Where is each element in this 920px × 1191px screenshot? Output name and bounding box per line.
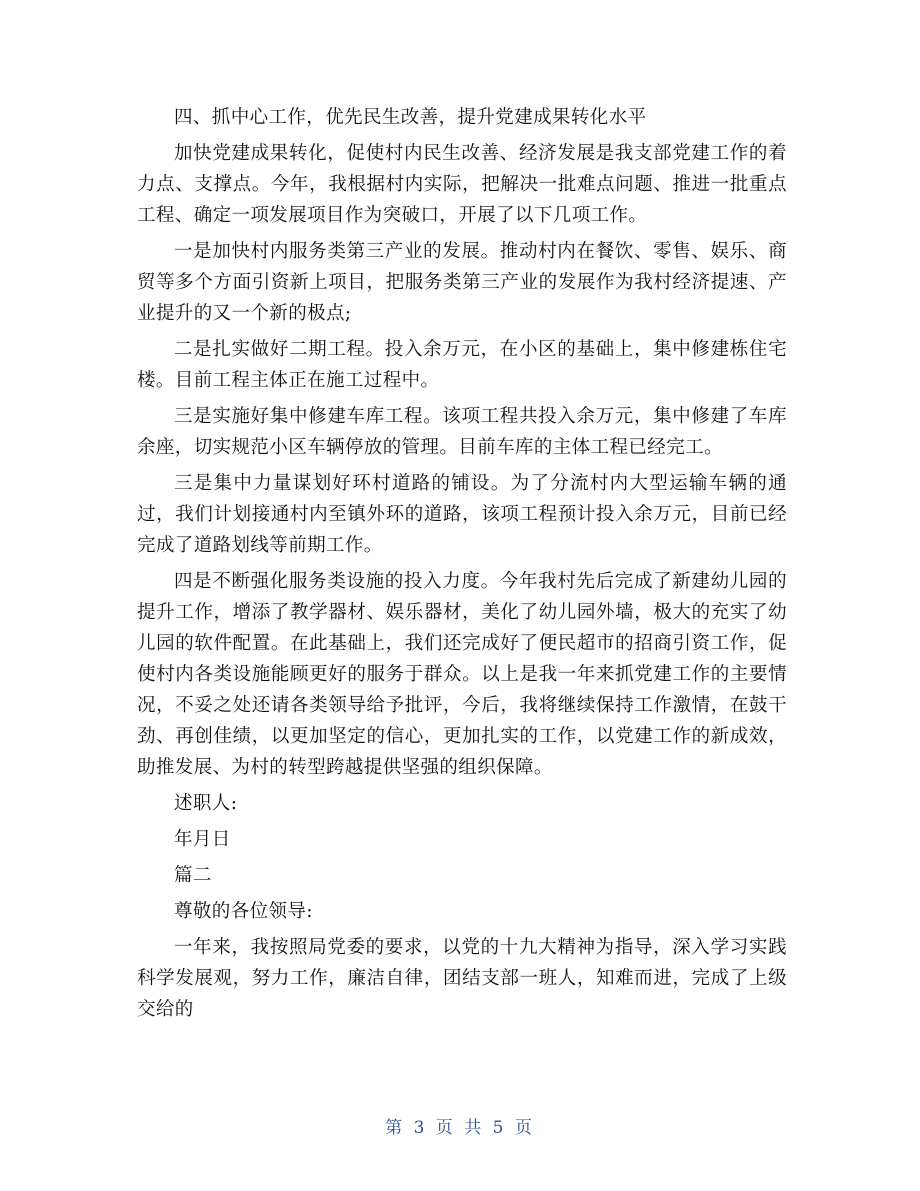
- paragraph: 一是加快村内服务类第三产业的发展。推动村内在餐饮、零售、娱乐、商贸等多个方面引资新上项目，把服务类第三产业的发展作为我村经济提速、产业提升的又一个新的极点;: [137, 241, 787, 324]
- paragraph: 四是不断强化服务类设施的投入力度。今年我村先后完成了新建幼儿园的提升工作，增添了教学器材、娱乐器材，美化了幼儿园外墙，极大的充实了幼儿园的软件配置。在此基础上，我们还完成好了便民超市的招商引资工作，促使村内各类设施能顾更好的服务于群众。以上是我一年来抓党建工作的主要情况，不妥之处还请各类领导给予批评，今后，我将继续保持工作激情，在鼓干劲、再创佳绩，以更加坚定的信心，更加扎实的工作，以党建工作的新成效，助推发展、为村的转型跨越提供坚强的组织保障。: [137, 571, 787, 778]
- paragraph: 三是实施好集中修建车库工程。该项工程共投入余万元，集中修建了车库余座，切实规范小区车辆停放的管理。目前车库的主体工程已经完工。: [137, 406, 787, 458]
- date-line: 年月日: [174, 829, 231, 850]
- section-heading: 四、抓中心工作，优先民生改善，提升党建成果转化水平: [174, 107, 647, 128]
- document-body: [137, 102, 787, 1030]
- paragraph: 一年来，我按照局党委的要求，以党的十九大精神为指导，深入学习实践科学发展观，努力工作，廉洁自律，团结支部一班人，知难而进，完成了上级交给的: [137, 937, 787, 1020]
- page-number-footer: 第 3 页 共 5 页: [385, 1118, 535, 1138]
- salutation: 尊敬的各位领导:: [174, 901, 313, 922]
- section-title: 篇二: [174, 865, 212, 886]
- paragraph: 三是集中力量谋划好环村道路的铺设。为了分流村内大型运输车辆的通过，我们计划接通村内至镇外环的道路，该项工程预计投入余万元，目前已经完成了道路划线等前期工作。: [137, 473, 787, 556]
- signature-line: 述职人:: [174, 793, 238, 814]
- paragraph: 加快党建成果转化，促使村内民生改善、经济发展是我支部党建工作的着力点、支撑点。今年，我根据村内实际，把解决一批难点问题、推进一批重点工程、确定一项发展项目作为突破口，开展了以下几项工作。: [137, 143, 787, 226]
- paragraph: 二是扎实做好二期工程。投入余万元，在小区的基础上，集中修建栋住宅楼。目前工程主体正在施工过程中。: [137, 339, 787, 391]
